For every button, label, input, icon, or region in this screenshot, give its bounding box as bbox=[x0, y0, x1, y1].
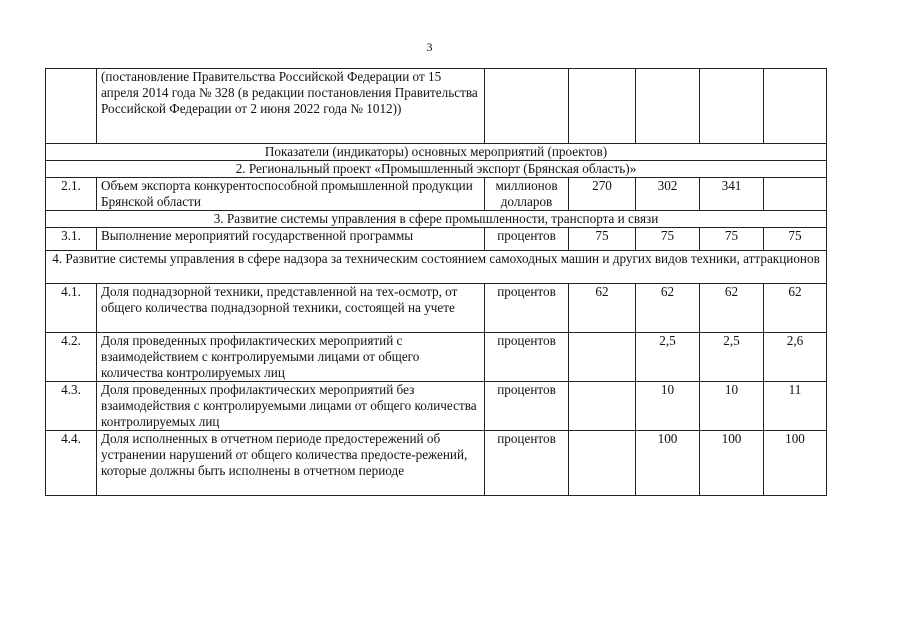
indicator-name: Доля проведенных профилактических мероприятий с взаимодействием с контролируемыми лицами от общего количества контролируемых лиц bbox=[97, 333, 485, 382]
value-4 bbox=[764, 178, 827, 211]
row-number-cell bbox=[46, 69, 97, 144]
value-3: 2,5 bbox=[700, 333, 764, 382]
indicator-name: Доля поднадзорной техники, представленной на тех-осмотр, от общего количества поднадзорной техники, состоящей на учете bbox=[97, 284, 485, 333]
indicators-header: Показатели (индикаторы) основных мероприятий (проектов) bbox=[46, 144, 827, 161]
value-3: 62 bbox=[700, 284, 764, 333]
section-header-row bbox=[46, 211, 827, 228]
section-3-title: 3. Развитие системы управления в сфере промышленности, транспорта и связи bbox=[46, 211, 827, 228]
value-2: 62 bbox=[636, 284, 700, 333]
table-row bbox=[46, 178, 827, 211]
unit: процентов bbox=[485, 382, 569, 431]
value-4: 75 bbox=[764, 228, 827, 251]
indicator-name: Выполнение мероприятий государственной программы bbox=[97, 228, 485, 251]
value-4: 2,6 bbox=[764, 333, 827, 382]
unit: процентов bbox=[485, 228, 569, 251]
table-row bbox=[46, 431, 827, 496]
value-2: 10 bbox=[636, 382, 700, 431]
value-3: 75 bbox=[700, 228, 764, 251]
table-row bbox=[46, 69, 827, 144]
value-2: 100 bbox=[636, 431, 700, 496]
value-1: 270 bbox=[569, 178, 636, 211]
section-2-title: 2. Региональный проект «Промышленный экспорт (Брянская область)» bbox=[46, 161, 827, 178]
table-row bbox=[46, 228, 827, 251]
row-number: 4.4. bbox=[46, 431, 97, 496]
unit: процентов bbox=[485, 431, 569, 496]
section-4-title: 4. Развитие системы управления в сфере надзора за техническим состоянием самоходных машин и других видов техники, аттракционов bbox=[46, 251, 827, 284]
value-4: 100 bbox=[764, 431, 827, 496]
row-number: 4.3. bbox=[46, 382, 97, 431]
value-1 bbox=[569, 382, 636, 431]
unit: миллионов долларов bbox=[485, 178, 569, 211]
row-number: 3.1. bbox=[46, 228, 97, 251]
row-number: 2.1. bbox=[46, 178, 97, 211]
value-1: 75 bbox=[569, 228, 636, 251]
page-number: 3 bbox=[426, 40, 433, 54]
table-row bbox=[46, 333, 827, 382]
unit: процентов bbox=[485, 284, 569, 333]
section-header-row bbox=[46, 251, 827, 284]
empty-cell bbox=[764, 69, 827, 144]
indicator-name: Доля проведенных профилактических мероприятий без взаимодействия с контролируемыми лицами от общего количества контролируемых лиц bbox=[97, 382, 485, 431]
section-header-row bbox=[46, 161, 827, 178]
empty-cell bbox=[569, 69, 636, 144]
section-header-row bbox=[46, 144, 827, 161]
empty-cell bbox=[700, 69, 764, 144]
value-3: 10 bbox=[700, 382, 764, 431]
empty-cell bbox=[485, 69, 569, 144]
indicator-name: Объем экспорта конкурентоспособной промышленной продукции Брянской области bbox=[97, 178, 485, 211]
value-3: 341 bbox=[700, 178, 764, 211]
table-row bbox=[46, 382, 827, 431]
value-1 bbox=[569, 333, 636, 382]
value-1: 62 bbox=[569, 284, 636, 333]
row-number: 4.1. bbox=[46, 284, 97, 333]
value-4: 11 bbox=[764, 382, 827, 431]
empty-cell bbox=[636, 69, 700, 144]
indicator-name: Доля исполненных в отчетном периоде предостережений об устранении нарушений от общего количества предосте-режений, которые должны быть исполнены в отчетном периоде bbox=[97, 431, 485, 496]
indicators-table bbox=[45, 68, 827, 496]
decree-reference: (постановление Правительства Российской Федерации от 15 апреля 2014 года № 328 (в редакции постановления Правительства Российской Федерации от 2 июня 2022 года № 1012)) bbox=[97, 69, 485, 144]
value-2: 2,5 bbox=[636, 333, 700, 382]
table-row bbox=[46, 284, 827, 333]
value-3: 100 bbox=[700, 431, 764, 496]
value-4: 62 bbox=[764, 284, 827, 333]
row-number: 4.2. bbox=[46, 333, 97, 382]
unit: процентов bbox=[485, 333, 569, 382]
value-2: 75 bbox=[636, 228, 700, 251]
value-2: 302 bbox=[636, 178, 700, 211]
value-1 bbox=[569, 431, 636, 496]
